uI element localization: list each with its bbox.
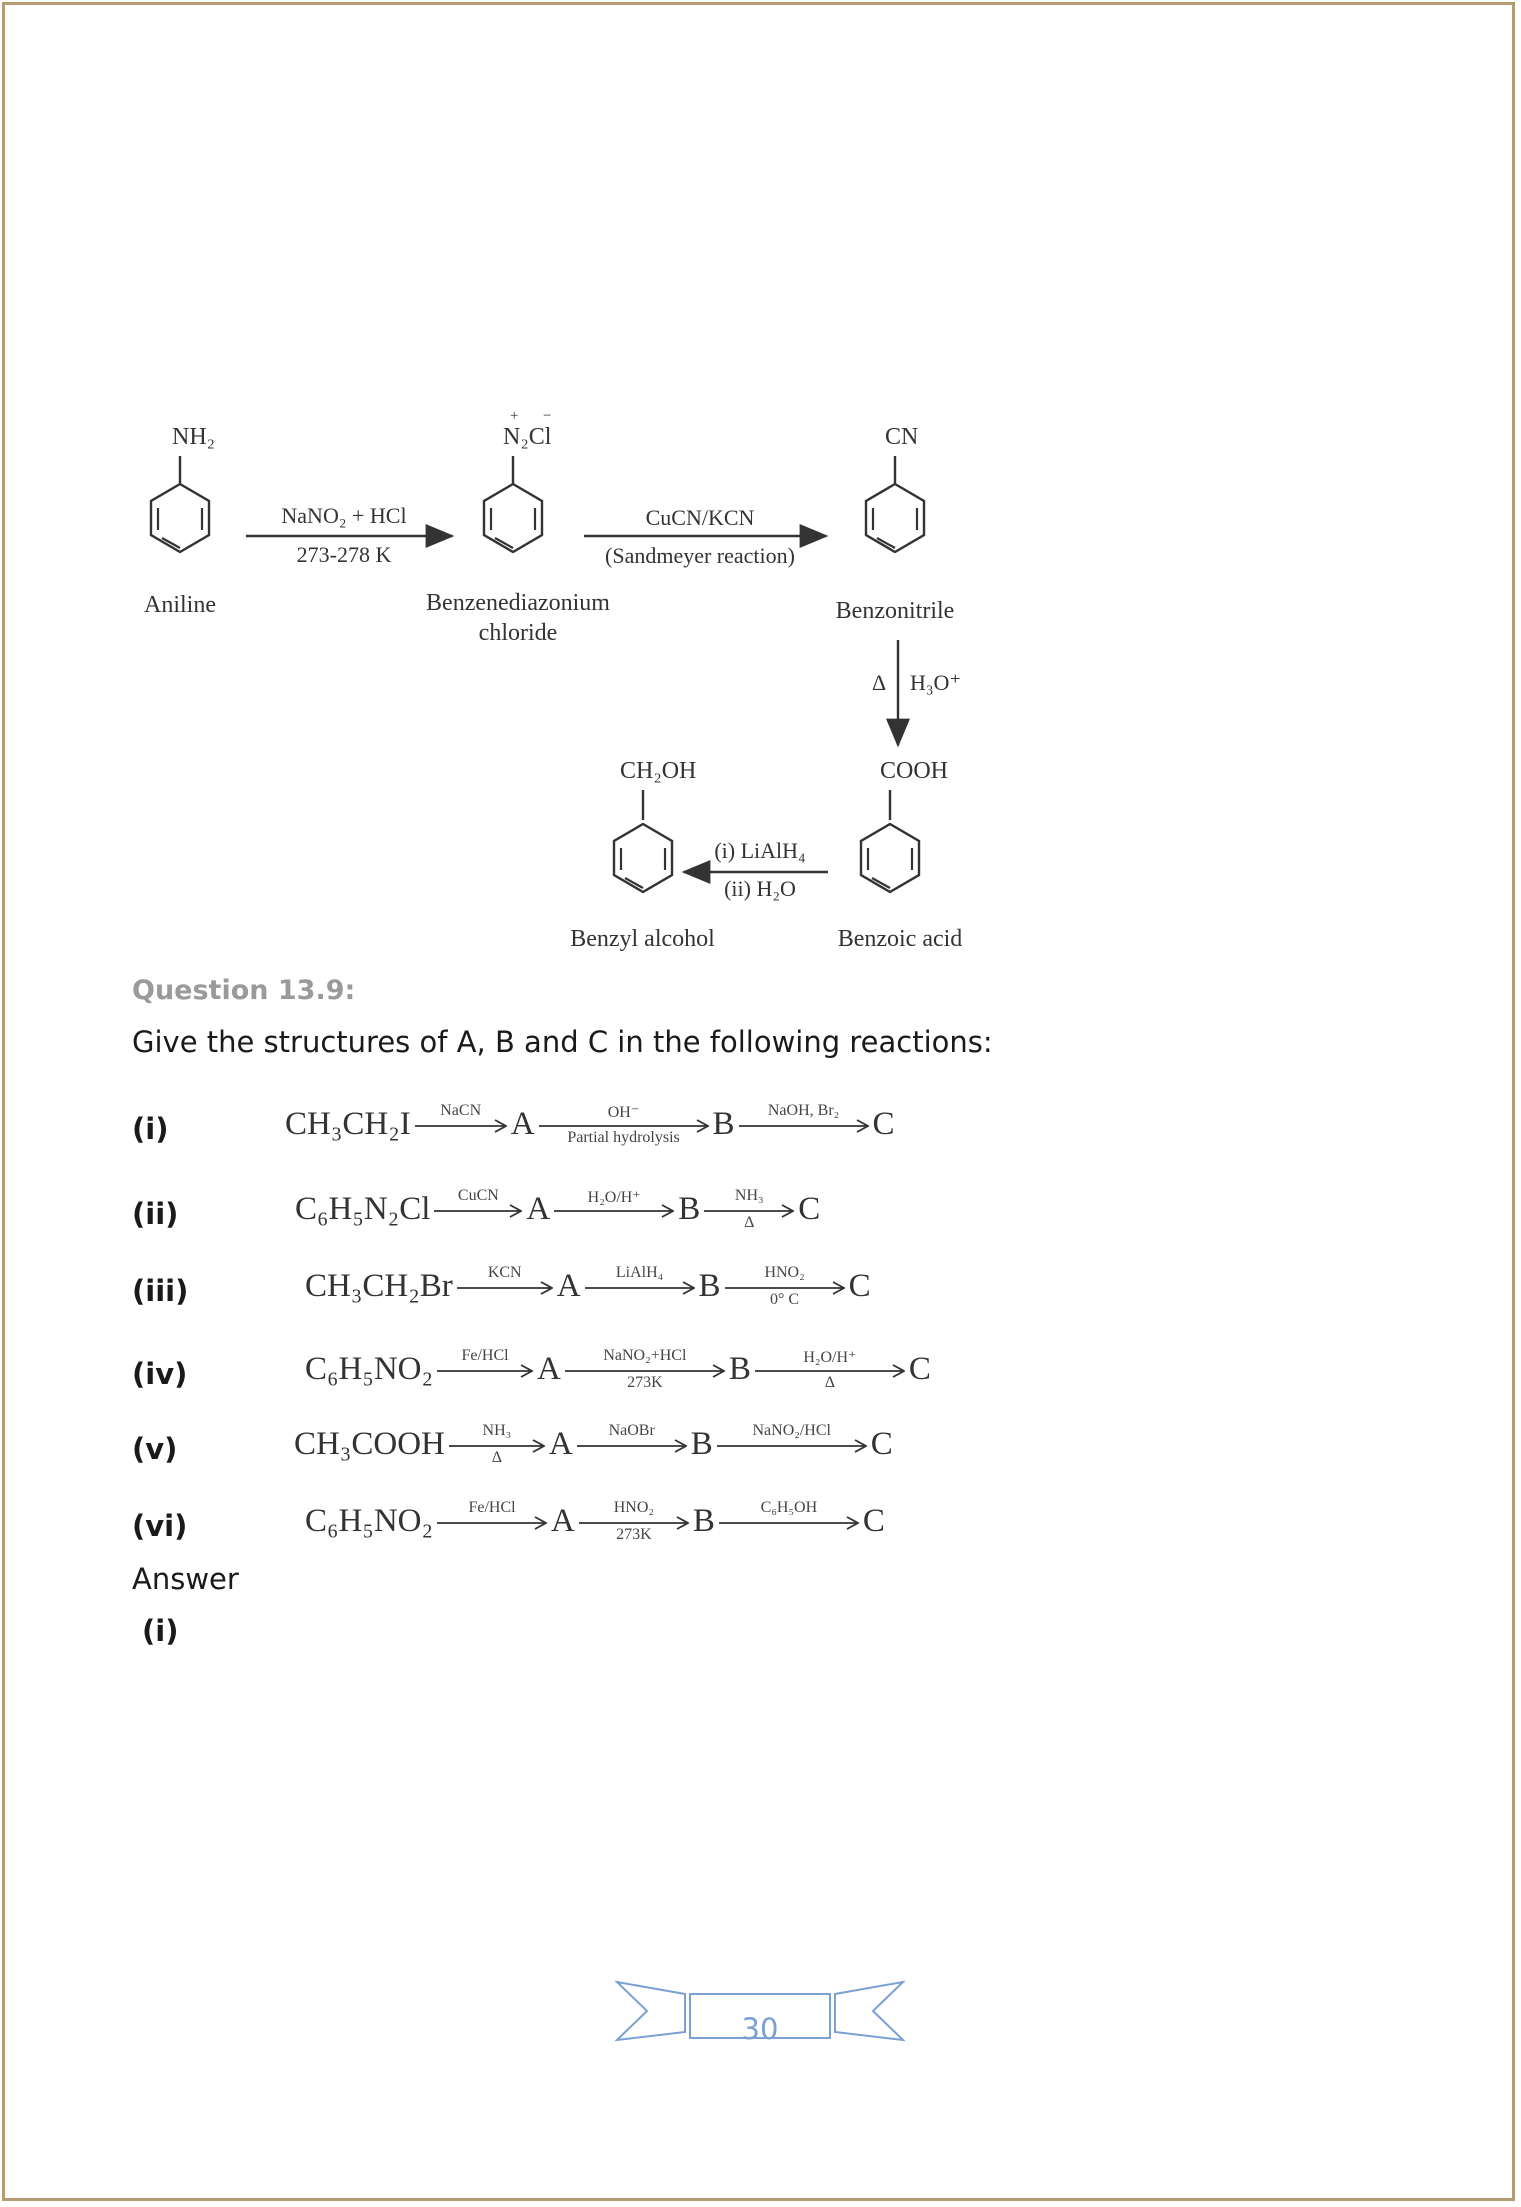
reagent-above: NaNO₂+HCl [603,1347,687,1364]
page-number: 30 [741,2012,779,2046]
reaction-arrow [415,1100,507,1148]
reagent-above: HNO₂ [764,1264,805,1281]
reaction-arrow [579,1497,689,1545]
step4-reagent1: (i) LiAlH₄ [714,838,806,863]
reaction-equation [305,1497,885,1545]
diazonium-name-line1: Benzenediazonium [426,590,610,616]
reaction-arrow [565,1345,725,1393]
reaction-equation [305,1345,931,1393]
reagent-above: C₆H₅OH [760,1499,818,1516]
reagent-above: Fe/HCl [468,1499,516,1516]
product-a: A [551,1502,575,1539]
product-a: A [510,1105,535,1142]
step2-condition: (Sandmeyer reaction) [605,543,795,568]
diazonium-substituent: N₂Cl [503,424,552,450]
product-c: C [908,1350,931,1387]
reaction-arrow [739,1100,869,1148]
aniline-name: Aniline [144,592,216,618]
reaction-arrow [704,1185,794,1233]
benzonitrile-name: Benzonitrile [835,598,955,624]
reaction-arrow [585,1262,695,1310]
reaction-arrow [437,1345,533,1393]
reaction-arrow [719,1497,859,1545]
step3-heat: Δ [872,670,887,695]
answer-title: Answer [132,1562,239,1596]
starting-material: CH₃COOH [294,1425,445,1462]
product-a: A [537,1350,561,1387]
starting-material: C₆H₅NO₂ [305,1350,434,1387]
reaction-equation [295,1185,820,1233]
reaction-scheme [0,0,1521,980]
starting-material: C₆H₅NO₂ [305,1502,434,1539]
step4-reagent2: (ii) H₂O [724,876,796,901]
reagent-above: NH₃ [482,1422,512,1439]
benzoic-name: Benzoic acid [837,926,963,952]
reaction-label: (vi) [132,1509,188,1543]
benzonitrile-substituent: CN [885,424,919,450]
reagent-above: NaCN [440,1102,482,1119]
reagent-below: 273K [616,1526,652,1543]
diazonium-charge-plus: + [510,408,519,424]
step2-reagent: CuCN/KCN [645,505,755,530]
reaction-arrow [717,1420,867,1468]
benzyl-substituent: CH₂OH [620,758,697,784]
product-a: A [526,1190,551,1227]
product-c: C [862,1502,885,1539]
product-c: C [848,1267,871,1304]
question-title: Question 13.9: [132,975,356,1006]
starting-material: CH₃CH₂I [285,1105,411,1142]
reagent-above: OH⁻ [607,1104,640,1121]
reagent-below: Δ [824,1374,836,1391]
product-a: A [548,1425,573,1462]
reagent-above: H₂O/H⁺ [803,1349,857,1366]
starting-material: C₆H₅N₂Cl [295,1190,431,1227]
reaction-arrow [539,1100,709,1148]
reaction-equation [285,1100,895,1148]
product-b: B [728,1350,751,1387]
product-a: A [556,1267,581,1304]
step1-reagent: NaNO₂ + HCl [281,503,407,528]
starting-material: CH₃CH₂Br [305,1267,453,1304]
reaction-arrow [755,1345,905,1393]
reagent-below: 0° C [770,1291,800,1308]
product-c: C [798,1190,821,1227]
product-b: B [692,1502,715,1539]
diazonium-name-line2: chloride [478,620,558,646]
reagent-above: HNO₂ [613,1499,654,1516]
reaction-label: (iii) [132,1274,189,1308]
step3-reagent: H₃O⁺ [910,670,962,695]
reaction-label: (i) [132,1112,169,1146]
reagent-above: CuCN [457,1187,499,1204]
reaction-arrow [577,1420,687,1468]
reaction-label: (iv) [132,1357,188,1391]
reagent-above: Fe/HCl [461,1347,509,1364]
question-text: Give the structures of A, B and C in the following reactions: [132,1025,993,1059]
reagent-above: LiAlH₄ [615,1264,664,1281]
reaction-equation [294,1420,893,1468]
benzyl-name: Benzyl alcohol [570,926,715,952]
diazonium-ring [484,456,542,552]
benzoic-substituent: COOH [880,758,949,784]
reagent-above: KCN [487,1264,522,1281]
reagent-below: Partial hydrolysis [567,1129,680,1146]
reaction-arrow [437,1497,547,1545]
reagent-above: NaNO₂/HCl [752,1422,831,1439]
benzonitrile-ring [866,456,924,552]
reagent-below: 273K [627,1374,663,1391]
product-b: B [712,1105,735,1142]
product-c: C [872,1105,895,1142]
reagent-above: NH₃ [734,1187,764,1204]
reagent-above: NaOH, Br₂ [767,1102,840,1119]
product-c: C [870,1425,893,1462]
reaction-arrow [554,1185,674,1233]
aniline-substituent: NH₂ [172,424,216,450]
step1-condition: 273-278 K [296,542,392,567]
benzyl-alcohol-ring [614,790,672,892]
reaction-arrow [725,1262,845,1310]
reaction-arrow [457,1262,553,1310]
product-b: B [690,1425,713,1462]
reagent-below: Δ [491,1449,502,1466]
reagent-above: NaOBr [608,1422,655,1439]
product-b: B [698,1267,721,1304]
reaction-arrow [434,1185,522,1233]
aniline-ring [151,456,209,552]
answer-part-label: (i) [142,1614,179,1648]
reagent-below: Δ [744,1214,755,1231]
reaction-label: (v) [132,1432,178,1466]
reaction-equation [305,1262,871,1310]
reaction-arrow [449,1420,545,1468]
benzoic-acid-ring [861,790,919,892]
product-b: B [678,1190,701,1227]
reagent-above: H₂O/H⁺ [587,1189,641,1206]
diazonium-charge-minus: − [543,408,552,424]
reaction-label: (ii) [132,1197,179,1231]
